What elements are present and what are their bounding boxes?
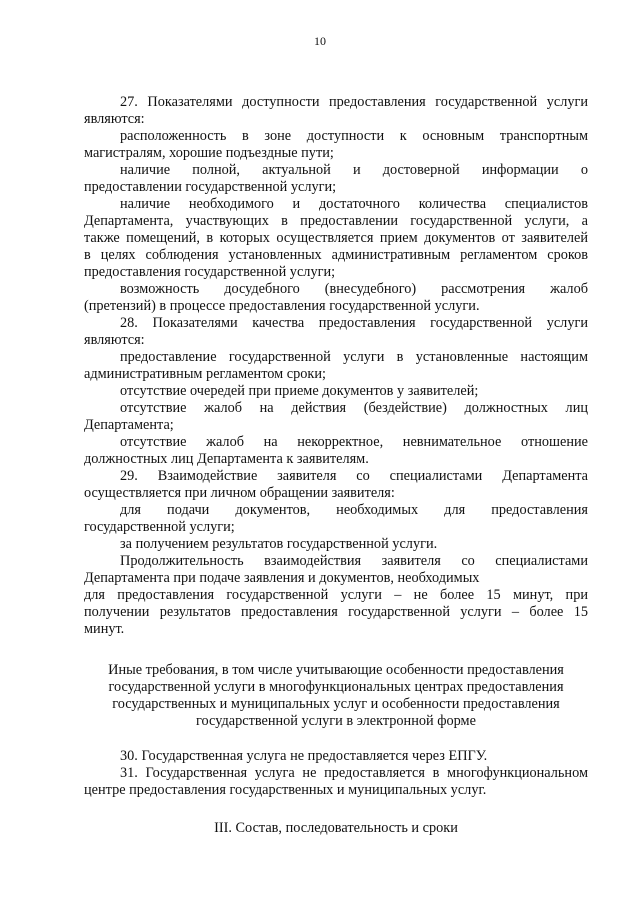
text-line: Продолжительность взаимодействия заявителя со специалистами — [120, 553, 588, 569]
text-line: должностных лиц Департамента к заявителям. — [84, 451, 369, 467]
text-line: 31. Государственная услуга не предоставляется в многофункциональном — [120, 765, 588, 781]
text-line: являются: — [84, 111, 145, 127]
text-line: Департамента, участвующих в предоставлении государственной услуги, а — [84, 213, 588, 229]
text-line: предоставлении государственной услуги; — [84, 179, 337, 195]
text-line: получении результатов предоставления государственной услуги – более 15 — [84, 604, 588, 620]
text-line: предоставление государственной услуги в установленные настоящим — [120, 349, 588, 365]
text-line: административным регламентом сроки; — [84, 366, 326, 382]
text-line: магистралям, хорошие подъездные пути; — [84, 145, 334, 161]
text-line: 28. Показателями качества предоставления государственной услуги — [120, 315, 588, 331]
text-line: для предоставления государственной услуги – не более 15 минут, при — [84, 587, 588, 603]
text-line: отсутствие жалоб на некорректное, невнимательное отношение — [120, 434, 588, 450]
text-line: 29. Взаимодействие заявителя со специалистами Департамента — [120, 468, 588, 484]
text-line: возможность досудебного (внесудебного) рассмотрения жалоб — [120, 281, 588, 297]
text-line: государственной услуги; — [84, 519, 235, 535]
text-line: минут. — [84, 621, 125, 637]
text-line: (претензий) в процессе предоставления государственной услуги. — [84, 298, 480, 314]
text-line: наличие необходимого и достаточного количества специалистов — [120, 196, 588, 212]
text-line: также помещений, в которых осуществляется прием документов от заявителей — [84, 230, 588, 246]
heading-line: государственной услуги в многофункциональных центрах предоставления — [108, 679, 564, 695]
text-line: предоставления государственной услуги; — [84, 264, 336, 280]
text-line: Департамента; — [84, 417, 174, 433]
chapter-heading: III. Состав, последовательность и сроки — [214, 820, 458, 836]
text-line: наличие полной, актуальной и достоверной информации о — [120, 162, 588, 178]
text-line: являются: — [84, 332, 145, 348]
text-line: 27. Показателями доступности предоставления государственной услуги — [120, 94, 588, 110]
heading-line: государственной услуги в электронной форме — [196, 713, 476, 729]
heading-line: Иные требования, в том числе учитывающие особенности предоставления — [108, 662, 564, 678]
text-line: за получением результатов государственной услуги. — [120, 536, 438, 552]
text-line: для подачи документов, необходимых для предоставления — [120, 502, 588, 518]
text-line: осуществляется при личном обращении заявителя: — [84, 485, 395, 501]
text-line: в целях соблюдения установленных административным регламентом сроков — [84, 247, 588, 263]
text-line: 30. Государственная услуга не предоставляется через ЕПГУ. — [120, 748, 488, 764]
text-line: отсутствие очередей при приеме документов у заявителей; — [120, 383, 479, 399]
text-line: отсутствие жалоб на действия (бездействие) должностных лиц — [120, 400, 588, 416]
page-number: 10 — [314, 34, 326, 48]
text-line: центре предоставления государственных и муниципальных услуг. — [84, 782, 487, 798]
heading-line: государственных и муниципальных услуг и особенности предоставления — [112, 696, 560, 712]
text-line: расположенность в зоне доступности к основным транспортным — [120, 128, 588, 144]
text-line: Департамента при подаче заявления и документов, необходимых — [84, 570, 480, 586]
